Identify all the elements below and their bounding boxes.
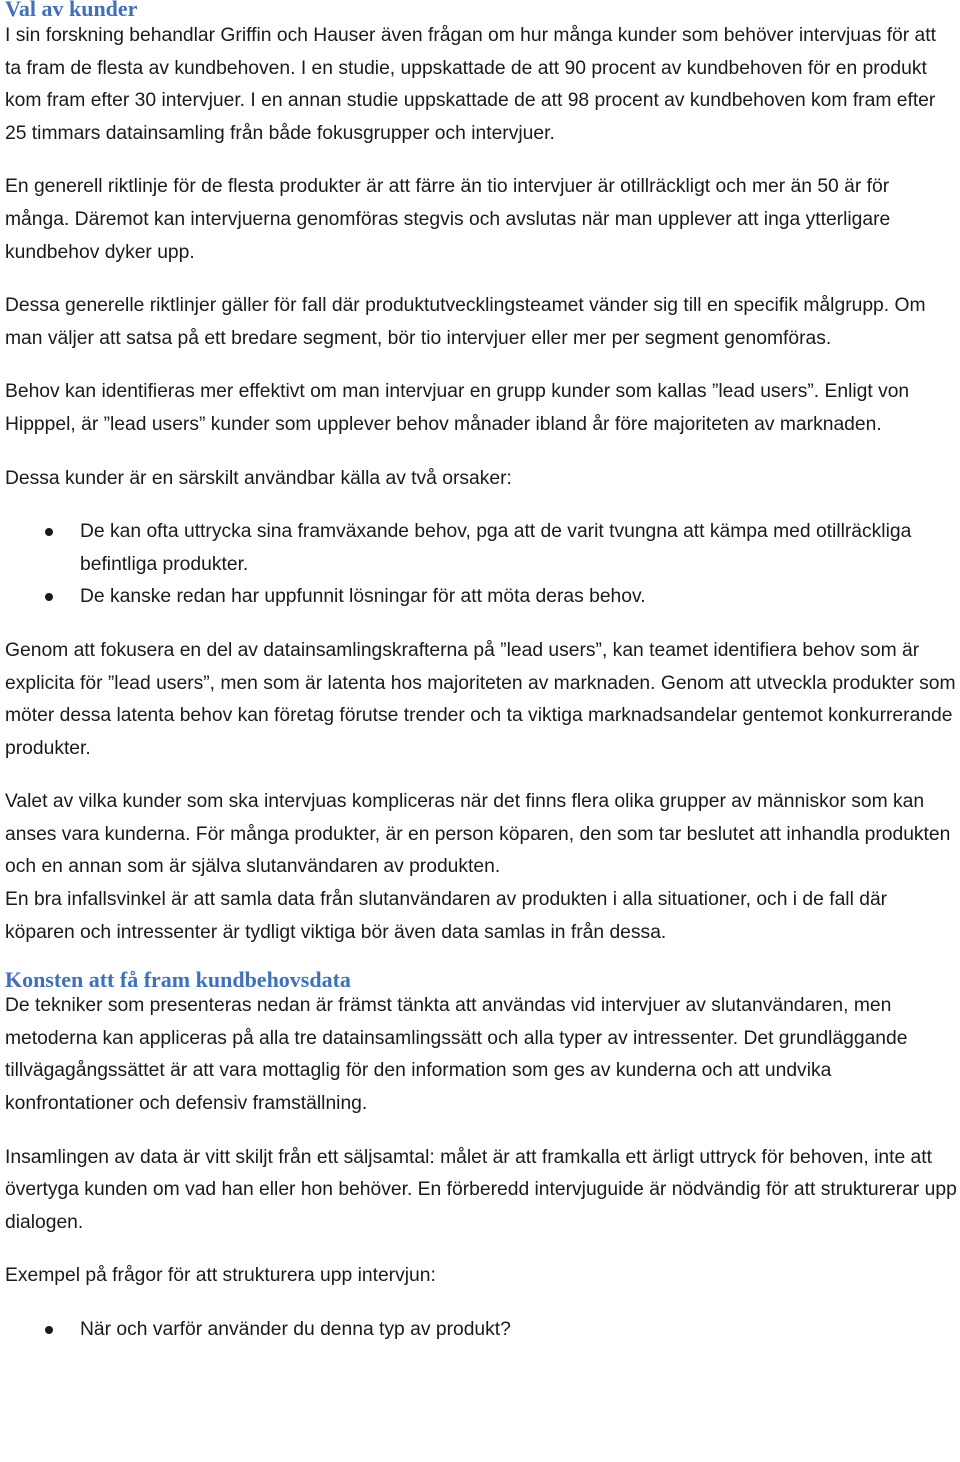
list-item-text: De kanske redan har uppfunnit lösningar för att möta deras behov.	[80, 586, 646, 608]
bullet-list	[5, 1314, 957, 1347]
bullet-list	[5, 516, 957, 614]
section-heading-val-av-kunder: Val av kunder	[5, 0, 138, 21]
bullet-icon	[45, 593, 53, 601]
document-page	[5, 0, 957, 1347]
bullet-icon	[45, 1326, 53, 1334]
paragraph: De tekniker som presenteras nedan är främst tänkta att användas vid intervjuer av slutanvändaren, men metoderna kan appliceras på alla tre datainsamlingssätt och alla typer av intressenter. Det grundläggande tillvägagångssättet är att vara mottaglig för den information som ges av kunderna och att undvika konfrontationer och defensiv framställning.	[5, 995, 908, 1115]
paragraph: Exempel på frågor för att strukturera upp intervjun:	[5, 1265, 436, 1287]
section-heading-konsten: Konsten att få fram kundbehovsdata	[5, 967, 351, 993]
paragraph: En bra infallsvinkel är att samla data från slutanvändaren av produkten i alla situationer, och i de fall där köparen och intressenter är tydligt viktiga bör även data samlas in från dessa.	[5, 889, 888, 943]
paragraph: Dessa kunder är en särskilt användbar källa av två orsaker:	[5, 467, 512, 489]
list-item-text: De kan ofta uttrycka sina framväxande behov, pga att de varit tvungna att kämpa med otillräckliga befintliga produkter.	[80, 521, 912, 575]
list-item	[5, 581, 957, 614]
paragraph: I sin forskning behandlar Griffin och Hauser även frågan om hur många kunder som behöver intervjuas för att ta fram de flesta av kundbehoven. I en studie, uppskattade de att 90 procent av kundbehoven för en produkt kom fram efter 30 intervjuer. I en annan studie uppskattade de att 98 procent av kundbehoven kom fram efter 25 timmars datainsamling från både fokusgrupper och intervjuer.	[5, 25, 936, 144]
paragraph: Dessa generelle riktlinjer gäller för fall där produktutvecklingsteamet vänder sig till en specifik målgrupp. Om man väljer att satsa på ett bredare segment, bör tio intervjuer eller mer per segment genomföras.	[5, 295, 926, 349]
paragraph: Insamlingen av data är vitt skiljt från ett säljsamtal: målet är att framkalla ett ärligt uttryck för behoven, inte att övertyga kunden om vad han eller hon behöver. En förberedd intervjuguide är nödvändig för att strukturerar upp dialogen.	[5, 1146, 957, 1233]
list-item-text: När och varför använder du denna typ av produkt?	[80, 1319, 511, 1340]
list-item	[5, 516, 957, 581]
paragraph: Genom att fokusera en del av datainsamlingskrafterna på ”lead users”, kan teamet identifiera behov som är explicita för ”lead users”, men som är latenta hos majoriteten av marknaden. Genom att utveckla produkter som möter dessa latenta behov kan företag förutse trender och ta viktiga marknadsandelar gentemot konkurrerande produkter.	[5, 639, 956, 759]
paragraph: Valet av vilka kunder som ska intervjuas kompliceras när det finns flera olika grupper av människor som kan anses vara kunderna. För många produkter, är en person köparen, den som tar beslutet att inhandla produkten och en annan som är själva slutanvändaren av produkten.	[5, 791, 951, 878]
paragraph: En generell riktlinje för de flesta produkter är att färre än tio intervjuer är otillräckligt och mer än 50 är för många. Däremot kan intervjuerna genomföras stegvis och avslutas när man upplever att inga ytterligare kundbehov dyker upp.	[5, 176, 891, 263]
bullet-icon	[45, 528, 53, 536]
list-item	[5, 1314, 957, 1347]
paragraph: Behov kan identifieras mer effektivt om man intervjuar en grupp kunder som kallas ”lead users”. Enligt von Hipppel, är ”lead users” kunder som upplever behov månader ibland år före majoriteten av marknaden.	[5, 381, 910, 435]
